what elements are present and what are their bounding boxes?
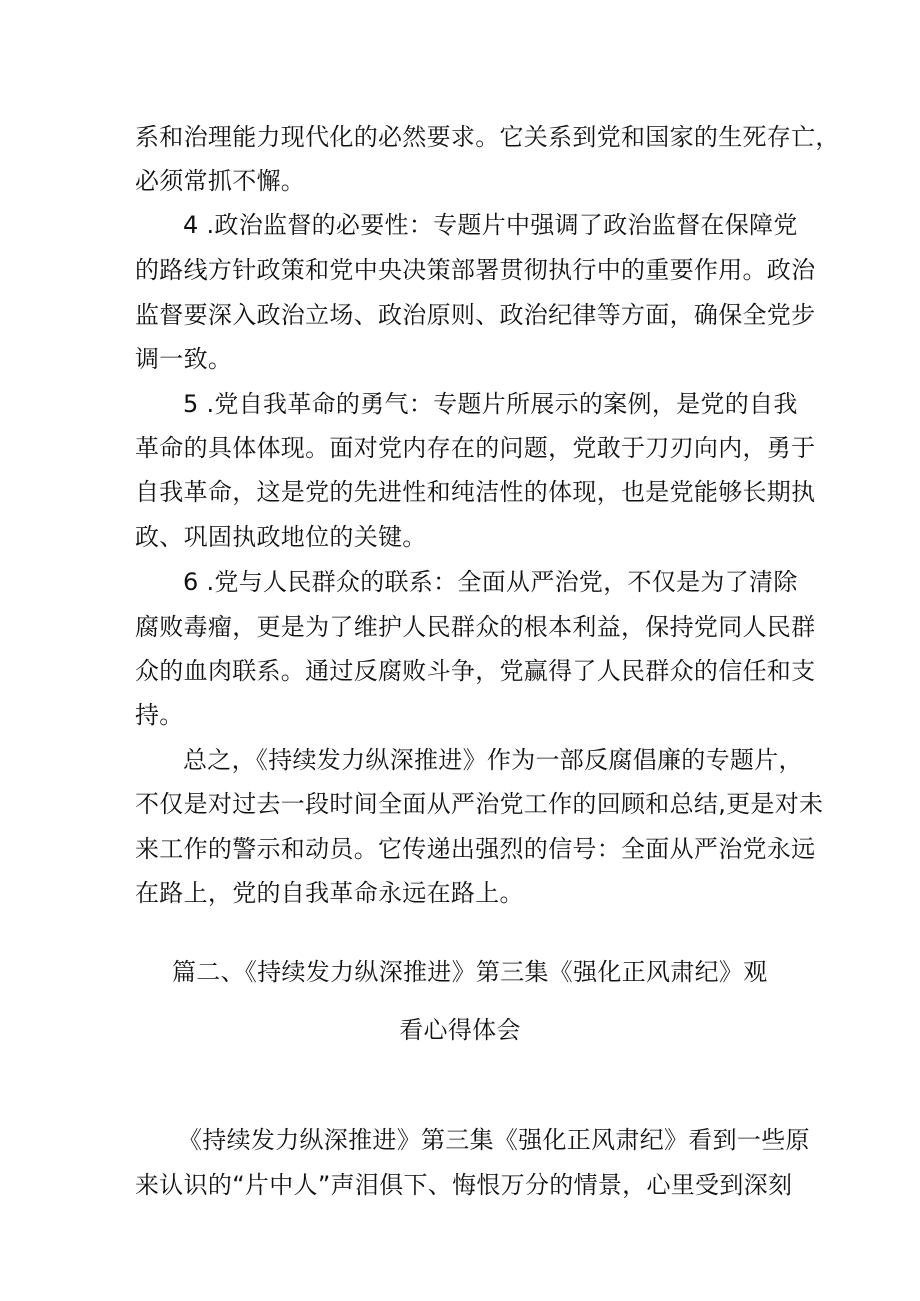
text-line: 来工作的警示和动员。它传递出强烈的信号：全面从严治党永远 — [135, 835, 816, 863]
text-line: 革命的具体体现。面对党内存在的问题，党敢于刀刃向内，勇于 — [135, 434, 816, 462]
text-line: 必须常抓不懈。 — [135, 167, 306, 195]
text-line: 系和治理能力现代化的必然要求。它关系到党和国家的生死存亡， — [135, 123, 840, 151]
text-line: 监督要深入政治立场、政治原则、政治纪律等方面，确保全党步 — [135, 301, 816, 329]
text-line: 在路上，党的自我革命永远在路上。 — [135, 879, 524, 907]
text-line: 来认识的“片中人”声泪俱下、悔恨万分的情景，心里受到深刻 — [135, 1171, 793, 1199]
text-line: 众的血肉联系。通过反腐败斗争，党赢得了人民群众的信任和支 — [135, 657, 816, 685]
text-line: 不仅是对过去一段时间全面从严治党工作的回顾和总结,更是对未 — [135, 790, 824, 818]
closing-paragraph-start: 《持续发力纵深推进》第三集《强化正风肃纪》看到一些原 — [178, 1126, 810, 1154]
list-item-4: 4 .政治监督的必要性：专题片中强调了政治监督在保障党 — [183, 211, 798, 239]
list-item-5: 5 .党自我革命的勇气：专题片所展示的案例，是党的自我 — [183, 390, 798, 418]
text-line: 自我革命，这是党的先进性和纯洁性的体现，也是党能够长期执 — [135, 478, 816, 506]
text-line: 的路线方针政策和党中央决策部署贯彻执行中的重要作用。政治 — [135, 256, 816, 284]
text-line: 持。 — [135, 701, 184, 729]
section-heading-line2: 看心得体会 — [399, 1016, 521, 1044]
text-line: 政、巩固执政地位的关键。 — [135, 523, 427, 551]
section-heading-line1: 篇二、《持续发力纵深推进》第三集《强化正风肃纪》观 — [172, 958, 768, 986]
text-line: 腐败毒瘤，更是为了维护人民群众的根本利益，保持党同人民群 — [135, 613, 816, 641]
text-line: 调一致。 — [135, 345, 233, 373]
list-item-6: 6 .党与人民群众的联系：全面从严治党，不仅是为了清除 — [183, 568, 798, 596]
summary-paragraph-start: 总之，《持续发力纵深推进》作为一部反腐倡廉的专题片， — [183, 746, 803, 774]
